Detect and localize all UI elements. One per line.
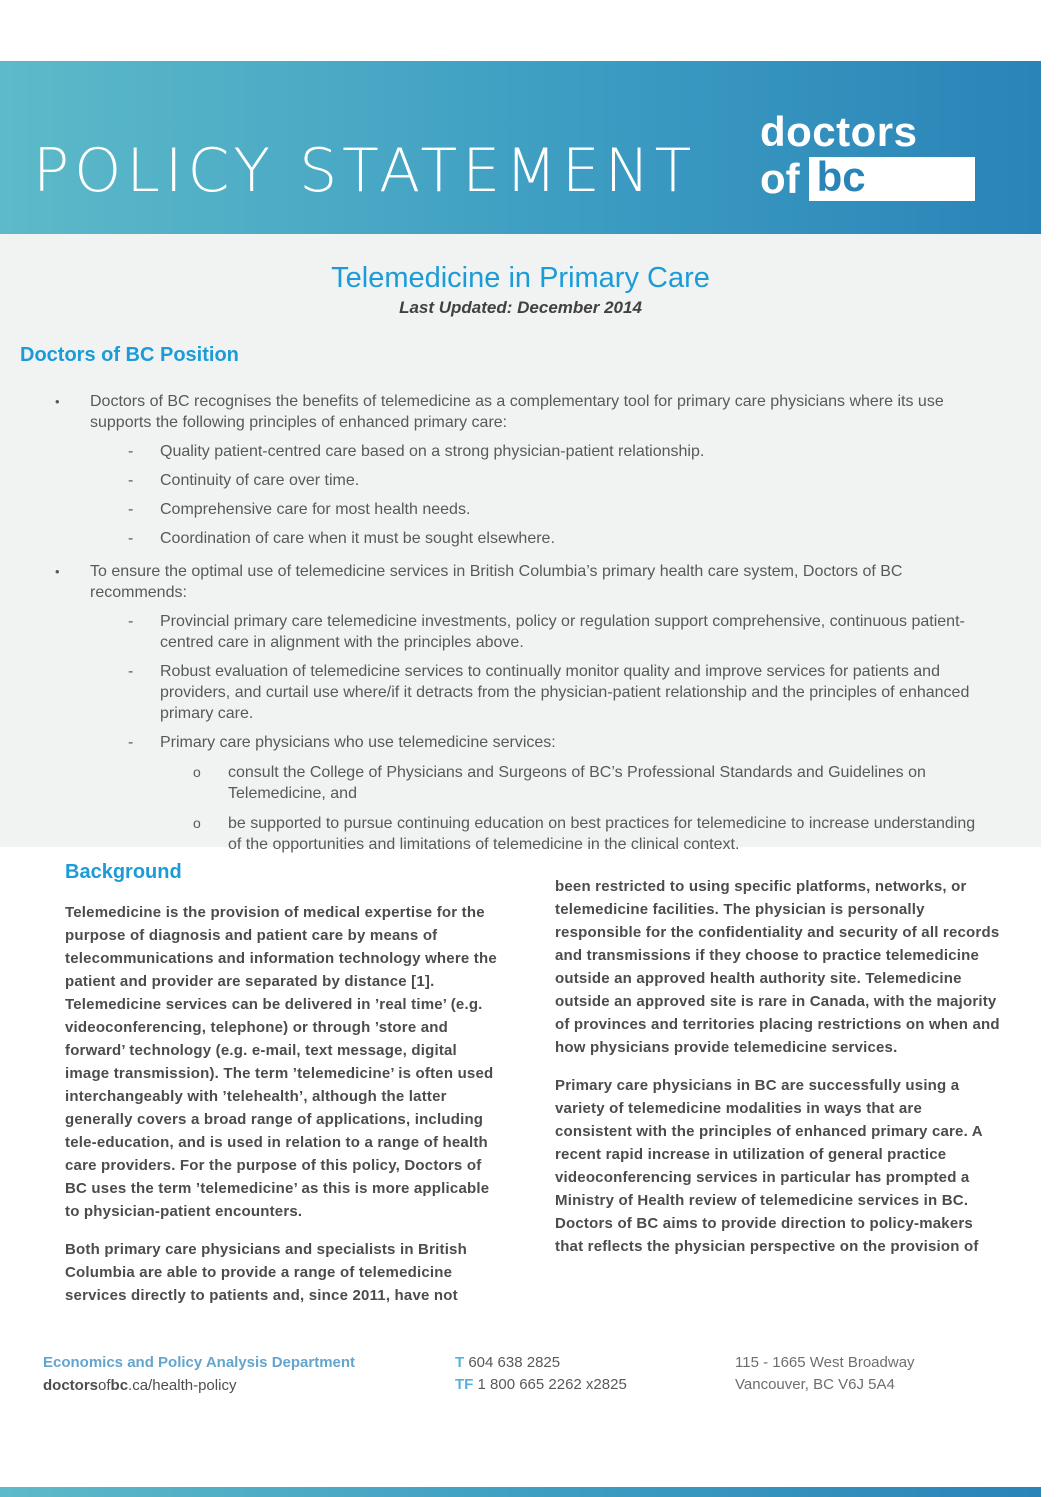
logo-doctors-text: doctors (760, 108, 918, 155)
footer-department: Economics and Policy Analysis Department (43, 1354, 356, 1371)
background-right-column (555, 840, 1000, 1322)
bullet-marker: • (55, 564, 60, 579)
dash-marker: - (128, 613, 134, 630)
bullet-marker: • (55, 394, 60, 409)
dash-marker: - (128, 443, 134, 460)
background-left-column (65, 884, 500, 1322)
background-section (0, 847, 1041, 1322)
bullet-item (0, 441, 983, 462)
bullet-text: Coordination of care when it must be sought elsewhere. (160, 530, 555, 547)
footer-address (735, 1352, 995, 1397)
last-updated: Last Updated: December 2014 (399, 298, 642, 317)
address-line: Vancouver, BC V6J 5A4 (735, 1376, 895, 1393)
bullet-text: Robust evaluation of telemedicine services to continually monitor quality and improve services for patients and providers, and curtail use where/if it detracts from the physician-patient relationship and the principles of enhanced primary care. (160, 663, 970, 722)
bullet-item (0, 470, 983, 491)
bullet-item (0, 561, 983, 603)
bullet-text: Doctors of BC recognises the benefits of telemedicine as a complementary tool for primary care physicians where its use supports the following principles of enhanced primary care: (90, 393, 944, 431)
phone-label: T (455, 1354, 465, 1371)
dash-marker: - (128, 663, 134, 680)
bullet-item (0, 762, 983, 804)
bottom-accent-bar (0, 1487, 1041, 1497)
circle-marker: o (193, 764, 201, 780)
bullet-text: Quality patient-centred care based on a strong physician-patient relationship. (160, 443, 705, 460)
logo-bc-text: bc (816, 153, 866, 200)
bullet-text: consult the College of Physicians and Surgeons of BC’s Professional Standards and Guidelines on Telemedicine, and (228, 764, 926, 802)
background-paragraph: Telemedicine is the provision of medical expertise for the purpose of diagnosis and patient care by means of telecommunications and information technology where the patient and provider are separated by distance [1]. Telemedicine services can be delivered in ’real time’ (e.g. videoconferencing, telephone) or through ’store and forward’ technology (e.g. e-mail, text message, digital image transmission). The term ’telemedicine’ is often used interchangeably with ’telehealth’, although the latter generally covers a broad range of applications, including tele-education, and is used in relation to a range of health care providers. For the purpose of this policy, Doctors of BC uses the term ’telemedicine’ as this is more applicable to physician-patient encounters. (65, 904, 497, 1220)
footer-tollfree (455, 1374, 735, 1396)
bullet-text: Continuity of care over time. (160, 472, 360, 489)
footer-phone (455, 1352, 735, 1374)
bullet-text: Primary care physicians who use telemedicine services: (160, 734, 556, 751)
bullet-item (0, 391, 983, 433)
bullet-text: Provincial primary care telemedicine investments, policy or regulation support comprehensive, continuous patient-centred care in alignment with the principles above. (160, 613, 965, 651)
address-line: 115 - 1665 West Broadway (735, 1354, 915, 1371)
dash-marker: - (128, 530, 134, 547)
phone-number: 604 638 2825 (468, 1354, 561, 1371)
section-heading-background: Background (65, 861, 182, 883)
logo-second-line (760, 153, 975, 202)
logo-of-text: of (760, 155, 800, 202)
footer-website-segment: .ca/health-policy (128, 1377, 237, 1394)
policy-statement-title: POLICY STATEMENT (33, 136, 697, 206)
bullet-text: To ensure the optimal use of telemedicine services in British Columbia’s primary health care system, Doctors of BC recommends: (90, 563, 903, 601)
circle-marker: o (193, 815, 201, 831)
bullet-item (0, 499, 983, 520)
position-section (0, 234, 1041, 853)
bullet-text: be supported to pursue continuing education on best practices for telemedicine to increase understanding of the opportunities and limitations of telemedicine in the clinical context. (228, 815, 976, 853)
dash-marker: - (128, 501, 134, 518)
footer-website-segment: bc (110, 1377, 129, 1394)
footer-phone-block (455, 1352, 735, 1397)
document-title: Telemedicine in Primary Care (331, 262, 710, 294)
background-paragraph: Both primary care physicians and specialists in British Columbia are able to provide a range of telemedicine services directly to patients and, since 2011, have not (65, 1241, 467, 1304)
background-paragraph: Primary care physicians in BC are successfully using a variety of telemedicine modalities in ways that are consistent with the principles of enhanced primary care. A recent rapid increase in utilization of general practice videoconferencing services in particular has prompted a Ministry of Health review of telemedicine services in BC. Doctors of BC aims to provide direction to policy-makers that reflects the physician perspective on the provision of (555, 1077, 983, 1255)
footer-website-segment: of (98, 1377, 111, 1394)
footer-website-segment: doctors (43, 1377, 99, 1394)
dash-marker: - (128, 734, 134, 751)
footer-website-link (43, 1375, 413, 1397)
bullet-item (0, 528, 983, 549)
footer (0, 1352, 1041, 1397)
logo-bc-box (809, 153, 975, 201)
doctors-of-bc-logo (760, 108, 975, 202)
header-band (0, 61, 1041, 234)
footer-department-block (43, 1352, 413, 1397)
bullet-text: Comprehensive care for most health needs. (160, 501, 471, 518)
dash-marker: - (128, 472, 134, 489)
background-columns (65, 878, 1041, 1322)
position-bullet-list (0, 391, 1041, 855)
bullet-item (0, 661, 983, 724)
tollfree-number: 1 800 665 2262 x2825 (477, 1376, 627, 1393)
background-paragraph: been restricted to using specific platforms, networks, or telemedicine facilities. The physician is personally responsible for the confidentiality and security of all records and transmissions if they choose to practice telemedicine outside an approved health authority site. Telemedicine outside an approved site is rare in Canada, with the majority of provinces and territories placing restrictions on when and how physicians provide telemedicine services. (555, 878, 1000, 1056)
section-heading-position: Doctors of BC Position (20, 344, 239, 366)
bullet-item (0, 611, 983, 653)
tollfree-label: TF (455, 1376, 474, 1393)
bullet-item (0, 732, 983, 753)
